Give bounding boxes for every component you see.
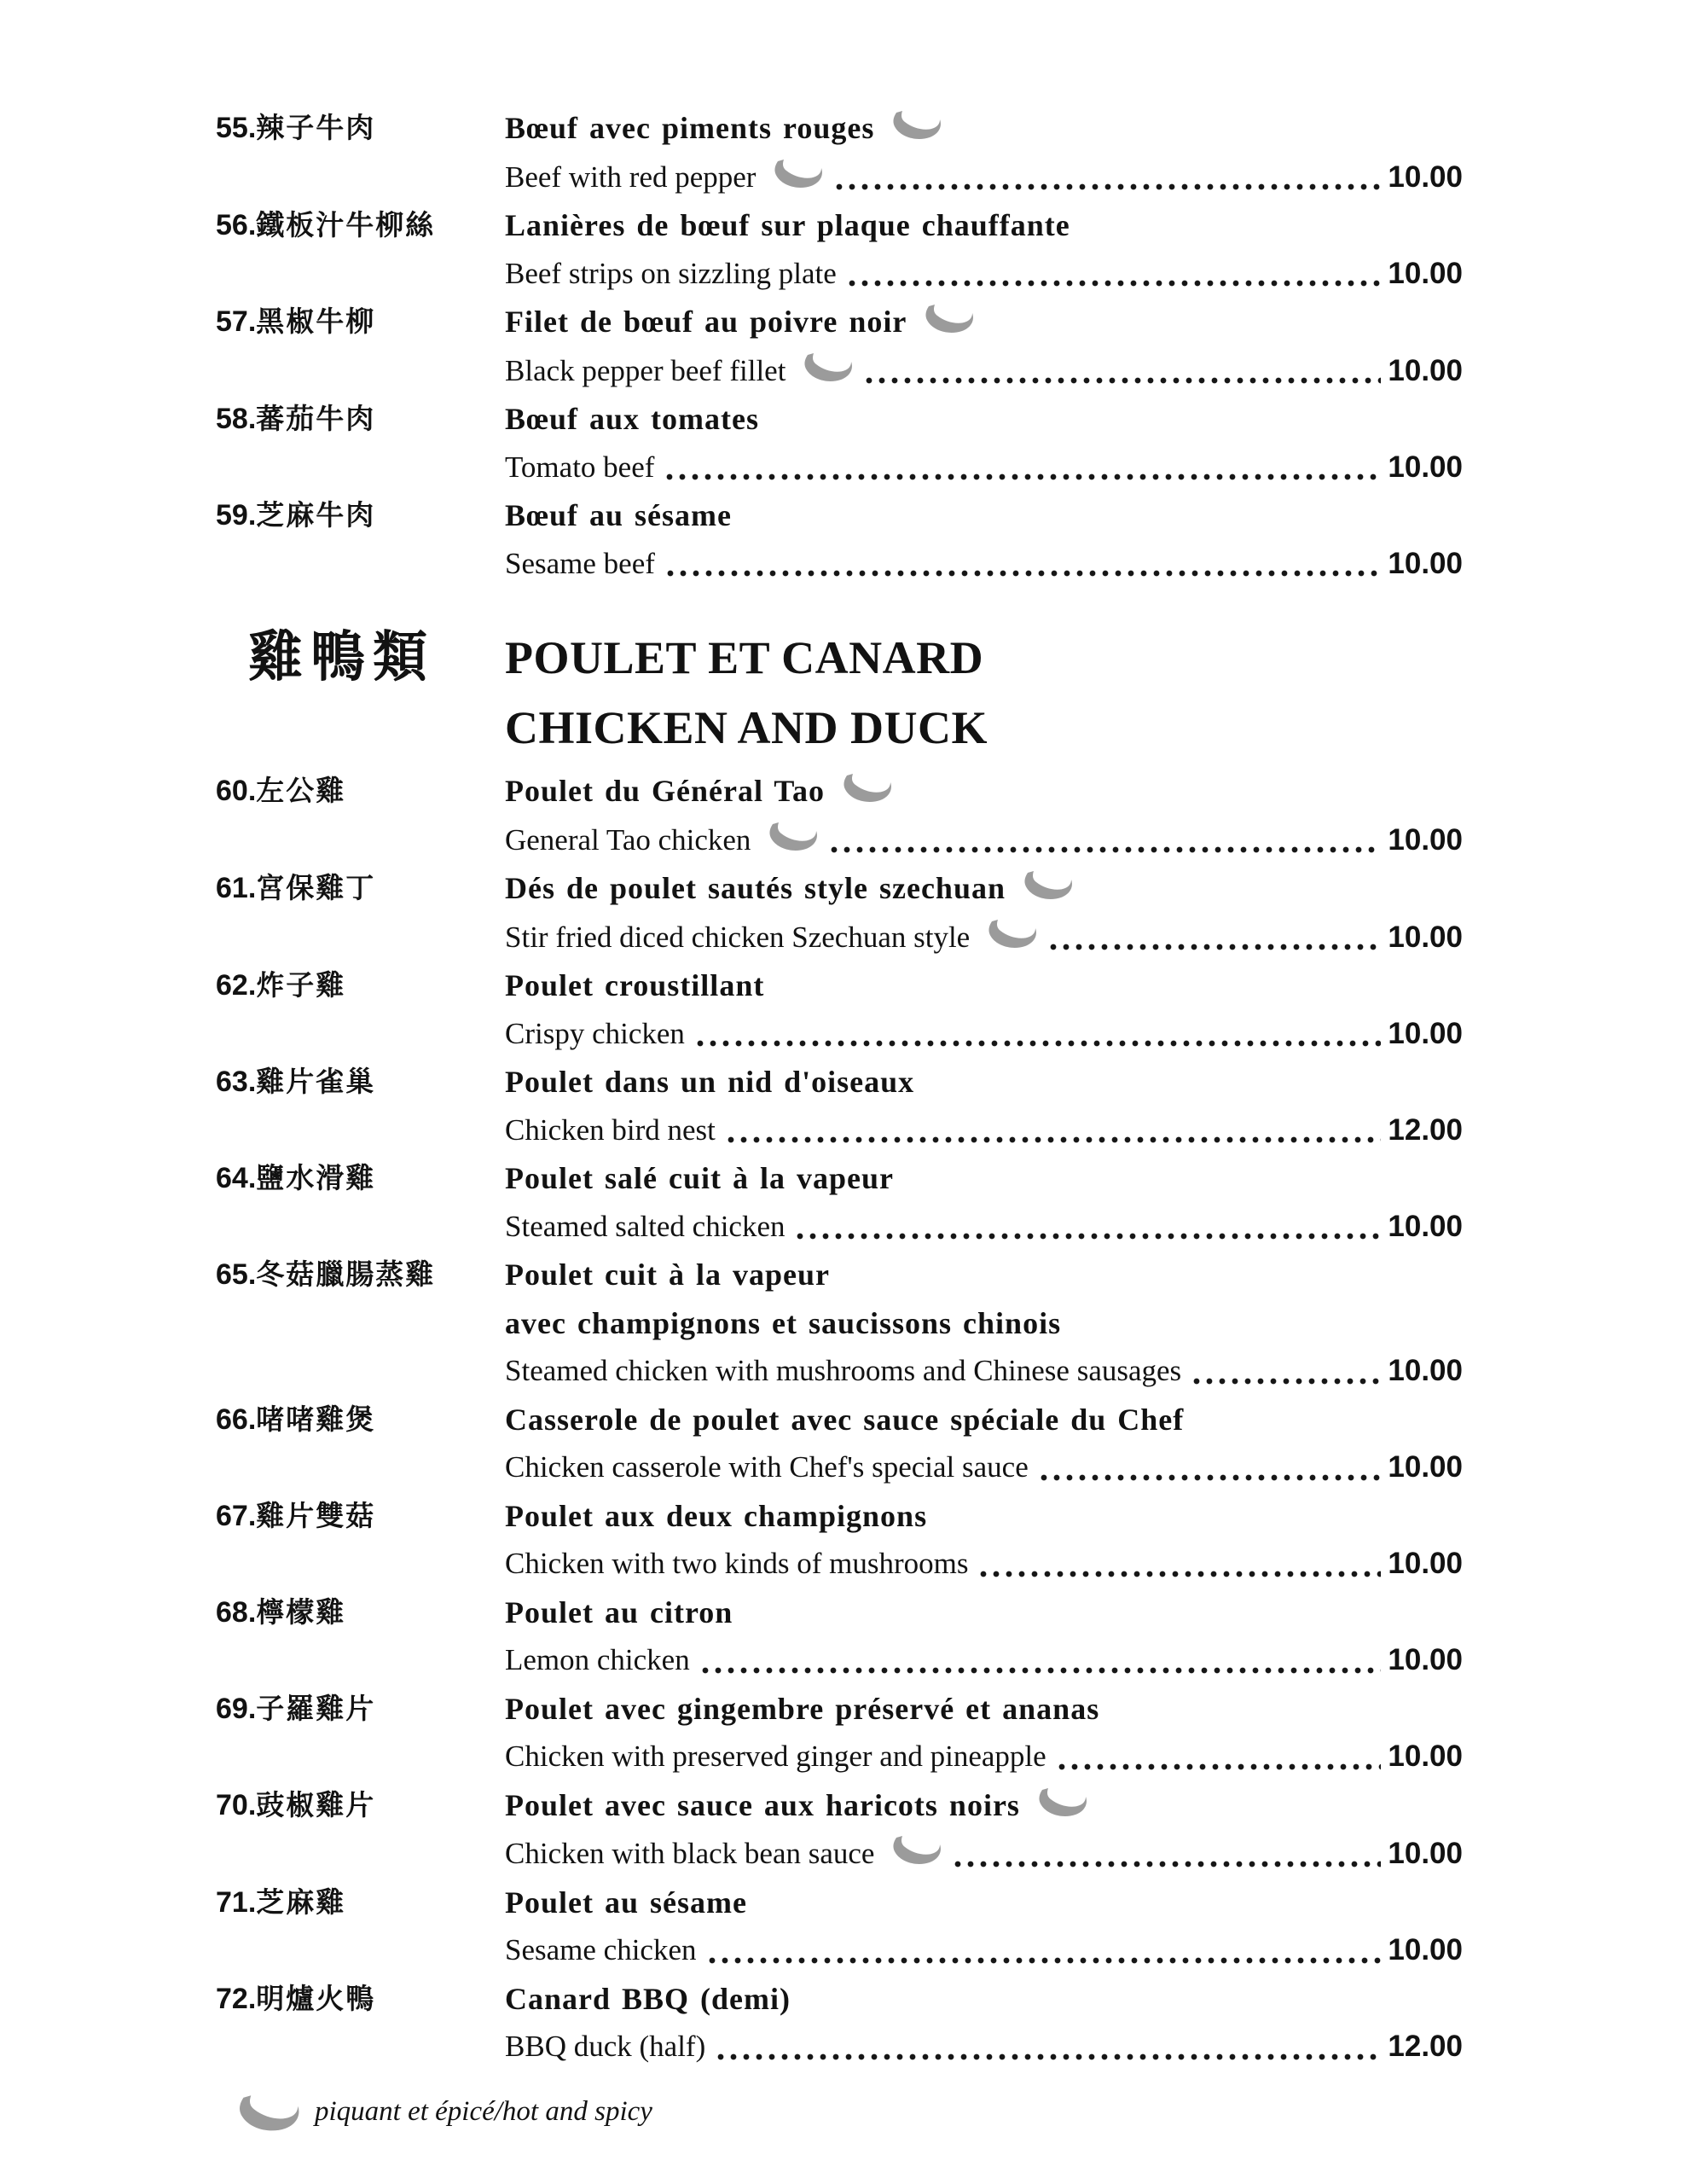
spicy-legend-label: piquant et épicé/hot and spicy — [315, 2096, 652, 2127]
item-english-name: Steamed chicken with mushrooms and Chinese sausages — [505, 1354, 1182, 1387]
dotted-leader — [849, 280, 1382, 287]
item-price: 10.00 — [1388, 1450, 1463, 1484]
item-number: 65. — [216, 1258, 257, 1291]
item-price: 10.00 — [1388, 822, 1463, 857]
item-english-name-line — [505, 1829, 1463, 1879]
item-number: 59. — [216, 499, 257, 531]
menu-item — [216, 1879, 1463, 1975]
item-french-name-continued — [505, 1299, 1463, 1348]
item-english-name: Crispy chicken — [505, 1016, 685, 1050]
item-french-name: Dés de poulet sautés style szechuan — [505, 871, 1006, 905]
spicy-legend — [219, 2088, 1463, 2135]
dotted-leader — [836, 183, 1381, 190]
item-english-name-line — [505, 540, 1463, 589]
item-number: 67. — [216, 1499, 257, 1532]
chili-pepper-icon — [888, 1835, 942, 1869]
menu-item — [216, 767, 1463, 864]
menu-item — [216, 961, 1463, 1058]
item-english-name: Stir fried diced chicken Szechuan style — [505, 920, 971, 954]
item-english-name: Beef strips on sizzling plate — [505, 256, 837, 290]
beef-items-list — [216, 104, 1463, 588]
item-chinese-name: 辣子牛肉 — [256, 113, 376, 144]
chili-pepper-icon — [219, 2088, 301, 2135]
item-french-name-line — [505, 395, 1463, 444]
item-names-and-price — [505, 104, 1463, 201]
item-french-name: Poulet croustillant — [505, 968, 765, 1002]
menu-item — [216, 1685, 1463, 1781]
item-french-name: Poulet salé cuit à la vapeur — [505, 1161, 894, 1195]
item-number: 63. — [216, 1066, 257, 1098]
item-french-name: Poulet dans un nid d'oiseaux — [505, 1065, 915, 1099]
dotted-leader — [702, 1667, 1382, 1674]
item-number: 55. — [216, 112, 257, 144]
item-number-and-chinese-name — [216, 201, 505, 298]
item-number-and-chinese-name — [216, 961, 505, 1058]
item-number: 56. — [216, 209, 257, 241]
item-chinese-name: 子羅雞片 — [256, 1693, 376, 1725]
menu-item — [216, 1781, 1463, 1879]
item-french-name: Filet de bœuf au poivre noir — [505, 305, 907, 339]
chicken-duck-items-list — [216, 767, 1463, 2071]
item-price: 10.00 — [1388, 256, 1463, 290]
item-names-and-price — [505, 1781, 1463, 1879]
item-price: 10.00 — [1388, 1209, 1463, 1243]
item-french-name: Canard BBQ (demi) — [505, 1981, 791, 2016]
item-french-name-line — [505, 1396, 1463, 1444]
item-english-name-line — [505, 153, 1463, 202]
item-english-name-line — [505, 913, 1463, 962]
chili-pepper-icon — [838, 773, 893, 807]
dotted-leader — [667, 570, 1382, 577]
item-price: 10.00 — [1388, 1016, 1463, 1050]
item-english-name: BBQ duck (half) — [505, 2030, 706, 2063]
item-number: 66. — [216, 1403, 257, 1436]
item-english-name-line — [505, 1926, 1463, 1975]
section-titles — [505, 623, 1463, 763]
item-french-name: Poulet avec sauce aux haricots noirs — [505, 1787, 1020, 1822]
item-french-name-line — [505, 201, 1463, 250]
item-english-name: Sesame chicken — [505, 1933, 697, 1966]
item-names-and-price — [505, 1685, 1463, 1781]
item-french-name-line — [505, 1251, 1463, 1299]
dotted-leader — [697, 1040, 1381, 1047]
item-french-name-line — [505, 767, 1463, 816]
item-french-name-line — [505, 1975, 1463, 2024]
dotted-leader — [980, 1571, 1381, 1577]
menu-item — [216, 104, 1463, 201]
item-french-name-line — [505, 864, 1463, 913]
item-english-name-line — [505, 816, 1463, 865]
item-number: 57. — [216, 305, 257, 338]
item-chinese-name: 雞片雙菇 — [256, 1501, 376, 1532]
item-french-name: Poulet au citron — [505, 1594, 733, 1629]
item-number-and-chinese-name — [216, 1781, 505, 1879]
item-english-name: Sesame beef — [505, 546, 655, 580]
item-number: 60. — [216, 775, 257, 807]
item-chinese-name: 豉椒雞片 — [256, 1790, 376, 1821]
item-price: 10.00 — [1388, 353, 1463, 387]
chili-pepper-icon — [764, 822, 819, 856]
item-french-name: Bœuf aux tomates — [505, 402, 759, 436]
item-english-name: General Tao chicken — [505, 822, 751, 857]
item-number-and-chinese-name — [216, 491, 505, 588]
menu-item — [216, 1396, 1463, 1492]
item-chinese-name: 芝麻牛肉 — [256, 501, 376, 531]
item-number: 64. — [216, 1162, 257, 1194]
item-names-and-price — [505, 298, 1463, 395]
item-number-and-chinese-name — [216, 1396, 505, 1492]
item-number: 69. — [216, 1692, 257, 1725]
item-french-name: avec champignons et saucissons chinois — [505, 1305, 1062, 1340]
item-french-name-line — [505, 1058, 1463, 1107]
item-french-name: Lanières de bœuf sur plaque chauffante — [505, 208, 1070, 242]
item-names-and-price — [505, 491, 1463, 588]
menu-item — [216, 201, 1463, 298]
item-french-name-line — [505, 1879, 1463, 1927]
item-price: 10.00 — [1388, 1933, 1463, 1966]
item-names-and-price — [505, 1589, 1463, 1685]
item-french-name-line — [505, 298, 1463, 346]
item-french-name: Poulet avec gingembre préservé et ananas — [505, 1691, 1100, 1726]
item-french-name: Poulet aux deux champignons — [505, 1498, 928, 1533]
item-chinese-name: 雞片雀巢 — [256, 1067, 376, 1098]
item-names-and-price — [505, 864, 1463, 961]
item-chinese-name: 炸子雞 — [256, 971, 346, 1002]
section-title-english: CHICKEN AND DUCK — [505, 702, 988, 753]
item-names-and-price — [505, 1058, 1463, 1154]
item-price: 10.00 — [1388, 1740, 1463, 1773]
item-price: 12.00 — [1388, 1112, 1463, 1147]
dotted-leader — [1050, 944, 1381, 950]
item-chinese-name: 芝麻雞 — [256, 1887, 346, 1919]
dotted-leader — [866, 377, 1381, 384]
item-chinese-name: 冬菇臘腸蒸雞 — [256, 1260, 436, 1291]
item-french-name-line — [505, 491, 1463, 540]
item-english-name: Chicken bird nest — [505, 1112, 716, 1147]
item-english-name: Chicken with black bean sauce — [505, 1837, 875, 1870]
item-number-and-chinese-name — [216, 395, 505, 491]
item-english-name: Steamed salted chicken — [505, 1209, 786, 1243]
item-english-name: Lemon chicken — [505, 1643, 690, 1676]
item-price: 12.00 — [1388, 2030, 1463, 2063]
item-names-and-price — [505, 1154, 1463, 1251]
item-french-name-line — [505, 1781, 1463, 1830]
item-english-name: Chicken casserole with Chef's special sauce — [505, 1450, 1029, 1484]
menu-item — [216, 1492, 1463, 1589]
item-price: 10.00 — [1388, 1643, 1463, 1676]
dotted-leader — [717, 2053, 1381, 2060]
menu-item — [216, 395, 1463, 491]
item-price: 10.00 — [1388, 1547, 1463, 1580]
item-number: 62. — [216, 969, 257, 1002]
chili-pepper-icon — [1019, 870, 1074, 904]
item-english-name-line — [505, 2023, 1463, 2071]
item-price: 10.00 — [1388, 1837, 1463, 1870]
menu-item — [216, 864, 1463, 961]
item-english-name-line — [505, 1540, 1463, 1589]
item-number-and-chinese-name — [216, 1154, 505, 1251]
item-number: 61. — [216, 872, 257, 904]
item-price: 10.00 — [1388, 920, 1463, 954]
chili-pepper-icon — [233, 2094, 301, 2137]
item-chinese-name: 明爐火鴨 — [256, 1984, 376, 2015]
item-english-name-line — [505, 444, 1463, 492]
dotted-leader — [709, 1957, 1382, 1964]
chili-pepper-icon — [920, 304, 975, 338]
item-number: 72. — [216, 1982, 257, 2015]
item-number-and-chinese-name — [216, 298, 505, 395]
item-chinese-name: 鐵板汁牛柳絲 — [256, 211, 436, 241]
item-english-name: Chicken with two kinds of mushrooms — [505, 1547, 969, 1580]
item-price: 10.00 — [1388, 160, 1463, 194]
item-french-name-line — [505, 1154, 1463, 1203]
section-title-french: POULET ET CANARD — [505, 632, 984, 683]
menu-item — [216, 491, 1463, 588]
item-number-and-chinese-name — [216, 104, 505, 201]
item-number-and-chinese-name — [216, 1685, 505, 1781]
item-french-name: Poulet du Général Tao — [505, 774, 826, 808]
item-english-name-line — [505, 346, 1463, 396]
item-chinese-name: 蕃茄牛肉 — [256, 404, 376, 435]
menu-item — [216, 1589, 1463, 1685]
item-names-and-price — [505, 1879, 1463, 1975]
item-price: 10.00 — [1388, 546, 1463, 580]
item-number-and-chinese-name — [216, 1058, 505, 1154]
item-english-name-line — [505, 1010, 1463, 1059]
chili-pepper-icon — [799, 352, 854, 386]
item-chinese-name: 宮保雞丁 — [256, 874, 376, 904]
item-number: 70. — [216, 1788, 257, 1821]
item-french-name-line — [505, 1685, 1463, 1734]
item-english-name: Tomato beef — [505, 450, 655, 484]
item-number-and-chinese-name — [216, 1879, 505, 1975]
item-names-and-price — [505, 767, 1463, 864]
item-number-and-chinese-name — [216, 1975, 505, 2071]
item-names-and-price — [505, 1975, 1463, 2071]
chili-pepper-icon — [888, 110, 942, 144]
item-french-name-line — [505, 1492, 1463, 1541]
item-names-and-price — [505, 1492, 1463, 1589]
chili-pepper-icon — [983, 919, 1038, 953]
item-number-and-chinese-name — [216, 767, 505, 864]
item-names-and-price — [505, 201, 1463, 298]
chili-pepper-icon — [1034, 1787, 1088, 1821]
item-english-name-line — [505, 1443, 1463, 1492]
item-names-and-price — [505, 1396, 1463, 1492]
item-price: 10.00 — [1388, 1354, 1463, 1387]
section-header-chicken-and-duck — [216, 623, 1463, 763]
item-french-name: Bœuf avec piments rouges — [505, 111, 875, 145]
chili-pepper-icon — [769, 159, 824, 193]
item-french-name-line — [505, 1589, 1463, 1637]
menu-item — [216, 1154, 1463, 1251]
item-english-name-line — [505, 250, 1463, 299]
item-number: 58. — [216, 403, 257, 435]
item-english-name-line — [505, 1107, 1463, 1155]
item-number: 71. — [216, 1885, 257, 1919]
item-chinese-name: 黑椒牛柳 — [256, 307, 376, 338]
item-english-name: Beef with red pepper — [505, 160, 757, 194]
item-english-name-line — [505, 1203, 1463, 1252]
menu-item — [216, 1058, 1463, 1154]
item-chinese-name: 鹽水滑雞 — [256, 1164, 376, 1194]
item-names-and-price — [505, 1251, 1463, 1396]
item-names-and-price — [505, 395, 1463, 491]
item-french-name: Poulet cuit à la vapeur — [505, 1258, 830, 1292]
item-price: 10.00 — [1388, 450, 1463, 484]
item-french-name: Bœuf au sésame — [505, 498, 733, 532]
menu-content — [216, 104, 1463, 2135]
dotted-leader — [1041, 1474, 1382, 1481]
item-number-and-chinese-name — [216, 864, 505, 961]
item-english-name: Chicken with preserved ginger and pineapple — [505, 1740, 1046, 1773]
dotted-leader — [728, 1136, 1382, 1143]
dotted-leader — [1193, 1378, 1381, 1385]
item-english-name-line — [505, 1347, 1463, 1396]
item-chinese-name: 左公雞 — [256, 776, 346, 807]
item-french-name: Poulet au sésame — [505, 1885, 747, 1920]
dotted-leader — [831, 846, 1381, 853]
item-chinese-name: 啫啫雞煲 — [256, 1404, 376, 1436]
dotted-leader — [666, 473, 1381, 480]
item-names-and-price — [505, 961, 1463, 1058]
dotted-leader — [954, 1861, 1381, 1867]
item-number-and-chinese-name — [216, 1492, 505, 1589]
item-chinese-name: 檸檬雞 — [256, 1597, 346, 1629]
item-number-and-chinese-name — [216, 1251, 505, 1396]
menu-item — [216, 1251, 1463, 1396]
item-number-and-chinese-name — [216, 1589, 505, 1685]
item-english-name-line — [505, 1733, 1463, 1781]
section-title-chinese: 雞鴨類 — [248, 627, 435, 688]
item-number: 68. — [216, 1595, 257, 1629]
item-french-name-line — [505, 104, 1463, 153]
item-english-name-line — [505, 1636, 1463, 1685]
menu-item — [216, 298, 1463, 395]
item-french-name: Casserole de poulet avec sauce spéciale du Chef — [505, 1402, 1185, 1437]
item-french-name-line — [505, 961, 1463, 1010]
menu-item — [216, 1975, 1463, 2071]
dotted-leader — [1058, 1763, 1382, 1770]
item-english-name: Black pepper beef fillet — [505, 353, 786, 387]
dotted-leader — [797, 1233, 1381, 1240]
